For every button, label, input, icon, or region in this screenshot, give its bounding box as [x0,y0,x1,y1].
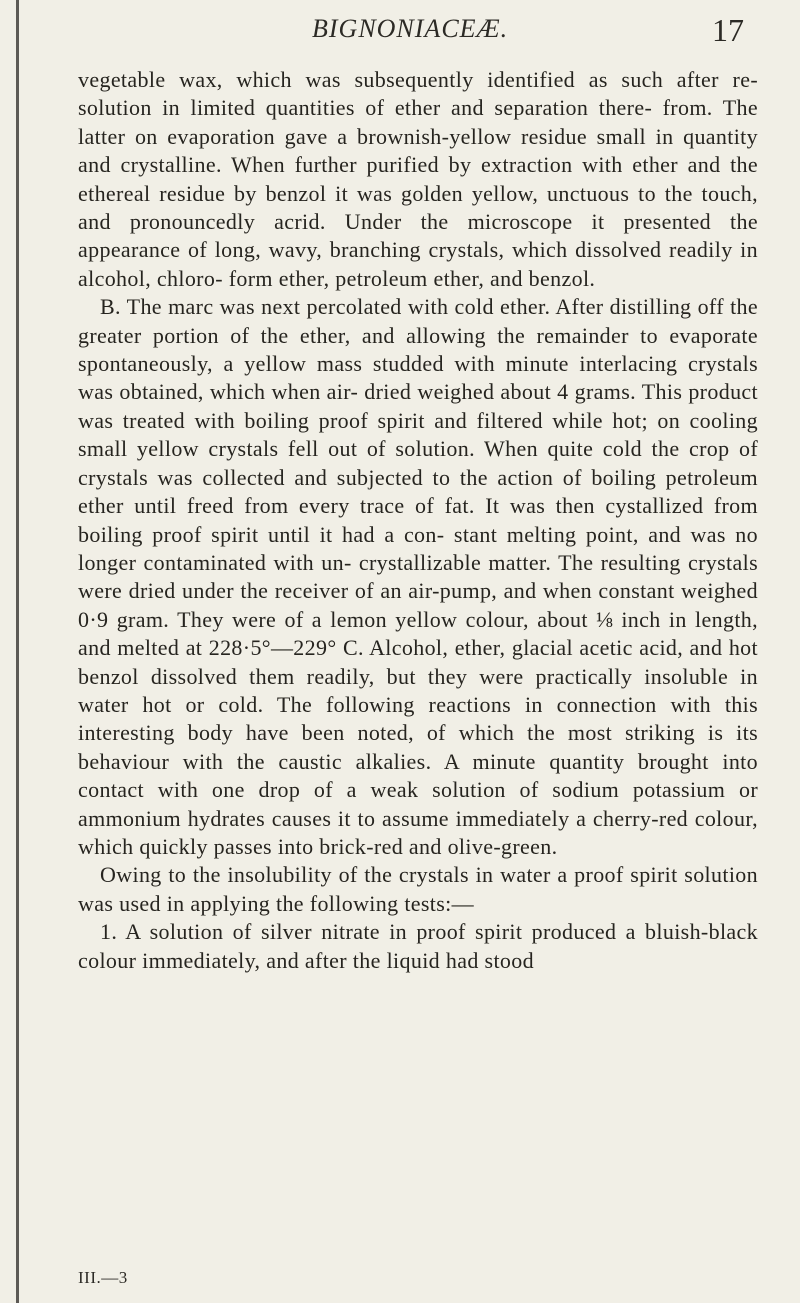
paragraph-test-1: 1. A solution of silver nitrate in proof spirit produced a bluish-black colour immediately, and after the liquid had stood [78,919,758,973]
page-number: 17 [712,12,744,48]
body-text [78,66,758,975]
page-edge-line [16,0,19,1303]
paragraph-continuation: vegetable wax, which was subsequently identified as such after re-solution in limited quantities of ether and separation there- from. The latter on evaporation gave a brownish-yellow residue small in quantity and crystalline. When further purified by extraction with ether and the ethereal residue by benzol it was golden yellow, unctuous to the touch, and pronouncedly acrid. Under the microscope it presented the appearance of long, wavy, branching crystals, which dissolved readily in alcohol, chloro- form ether, petroleum ether, and benzol. [78,67,758,291]
paragraph-b: B. The marc was next percolated with cold ether. After distilling off the greater portion of the ether, and allowing the remainder to evaporate spontaneously, a yellow mass studded with minute interlacing crystals was obtained, which when air- dried weighed about 4 grams. This product was treated with boiling proof spirit and filtered while hot; on cooling small yellow crystals fell out of solution. When quite cold the crop of crystals was collected and subjected to the action of boiling petroleum ether until freed from every trace of fat. It was then cystallized from boiling proof spirit until it had a con- stant melting point, and was no longer contaminated with un- crystallizable matter. The resulting crystals were dried under the receiver of an air-pump, and when constant weighed 0·9 gram. They were of a lemon yellow colour, about ⅛ inch in length, and melted at 228·5°—229° C. Alcohol, ether, glacial acetic acid, and hot benzol dissolved them readily, but they were practically insoluble in water hot or cold. The following reactions in connection with this interesting body have been noted, of which the most striking is its behaviour with the caustic alkalies. A minute quantity brought into contact with one drop of a weak solution of sodium potassium or ammonium hydrates causes it to assume immediately a cherry-red colour, which quickly passes into brick-red and olive-green. [78,294,758,859]
running-title: BIGNONIACEÆ. [312,14,509,43]
signature-mark: III.—3 [78,1268,128,1287]
running-head [0,8,800,48]
paragraph-tests-intro: Owing to the insolubility of the crystals in water a proof spirit solution was used in applying the following tests:— [78,862,758,916]
